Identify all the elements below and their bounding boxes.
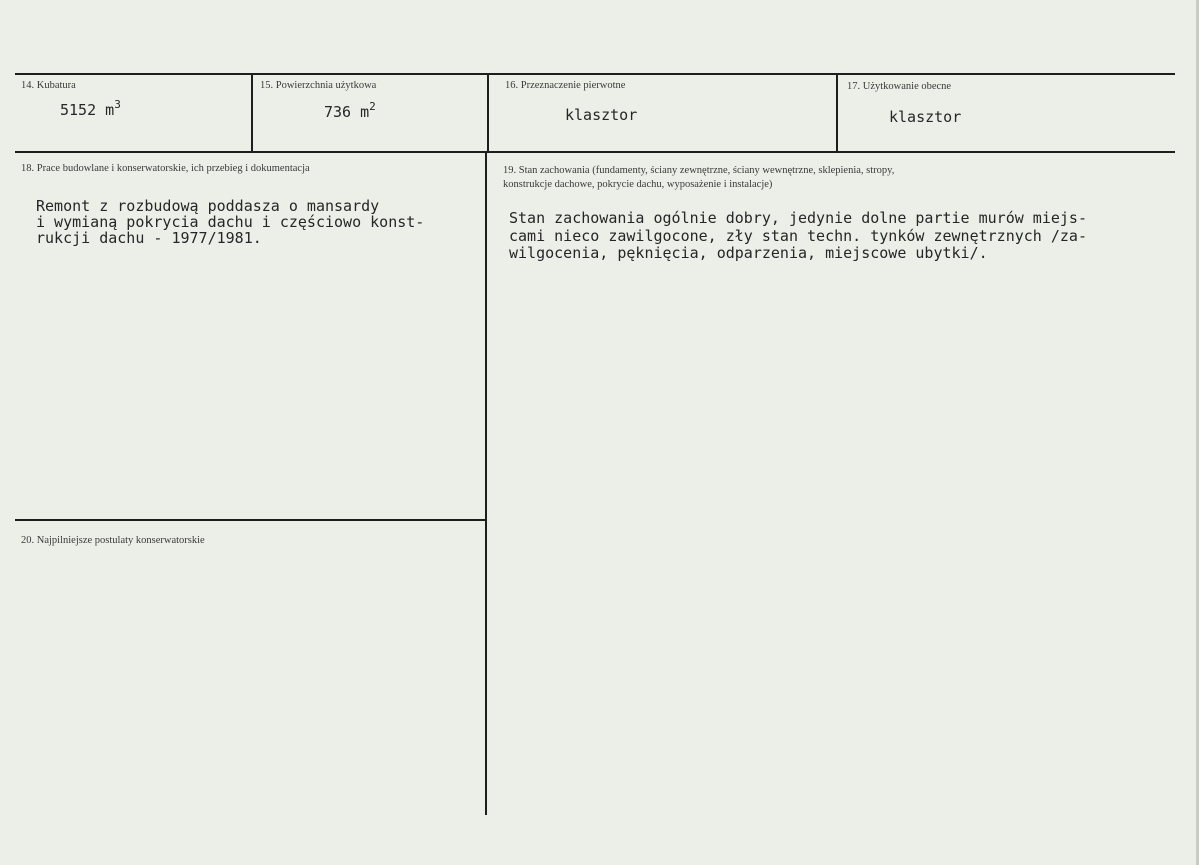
field-19-line-2: cami nieco zawilgocone, zły stan techn. tynków zewnętrznych /za- <box>509 227 1087 245</box>
field-14-value <box>60 98 121 121</box>
field-18-line-3: rukcji dachu - 1977/1981. <box>36 229 262 247</box>
field-15-label: 15. Powierzchnia użytkowa <box>260 80 377 91</box>
field-18-line-1: Remont z rozbudową poddasza o mansardy <box>36 197 380 215</box>
field-20-label: 20. Najpilniejsze postulaty konserwatorskie <box>21 535 205 546</box>
powierzchnia-exponent: 2 <box>369 100 376 113</box>
field-14-label: 14. Kubatura <box>21 80 76 91</box>
field-19-label-line-1: 19. Stan zachowania (fundamenty, ściany zewnętrzne, ściany wewnętrzne, sklepienia, stropy, <box>503 165 895 176</box>
top-rule <box>15 73 1175 75</box>
field-19-label-line-2: konstrukcje dachowe, pokrycie dachu, wyposażenie i instalacje) <box>503 179 773 190</box>
divider-16-17 <box>836 73 838 151</box>
divider-15-16 <box>487 73 489 153</box>
powierzchnia-value: 736 m <box>324 103 370 121</box>
divider-14-15 <box>251 73 253 151</box>
field-19-line-1: Stan zachowania ogólnie dobry, jedynie dolne partie murów miejs- <box>509 209 1087 227</box>
main-column-divider <box>485 153 487 815</box>
field-16-value: klasztor <box>565 106 638 124</box>
field-15-value <box>324 100 376 123</box>
kubatura-value: 5152 m <box>60 101 115 119</box>
kubatura-exponent: 3 <box>114 98 121 111</box>
field-18-line-2: i wymianą pokrycia dachu i częściowo konst- <box>36 213 425 231</box>
row1-bottom-rule <box>15 151 1175 153</box>
field-18-label: 18. Prace budowlane i konserwatorskie, ich przebieg i dokumentacja <box>21 163 310 174</box>
field-17-label: 17. Użytkowanie obecne <box>847 81 952 92</box>
field-16-label: 16. Przeznaczenie pierwotne <box>505 80 626 91</box>
field-17-value: klasztor <box>889 108 962 126</box>
field-19-line-3: wilgocenia, pęknięcia, odparzenia, miejscowe ubytki/. <box>509 244 988 262</box>
left-col-bottom-rule <box>15 519 485 521</box>
